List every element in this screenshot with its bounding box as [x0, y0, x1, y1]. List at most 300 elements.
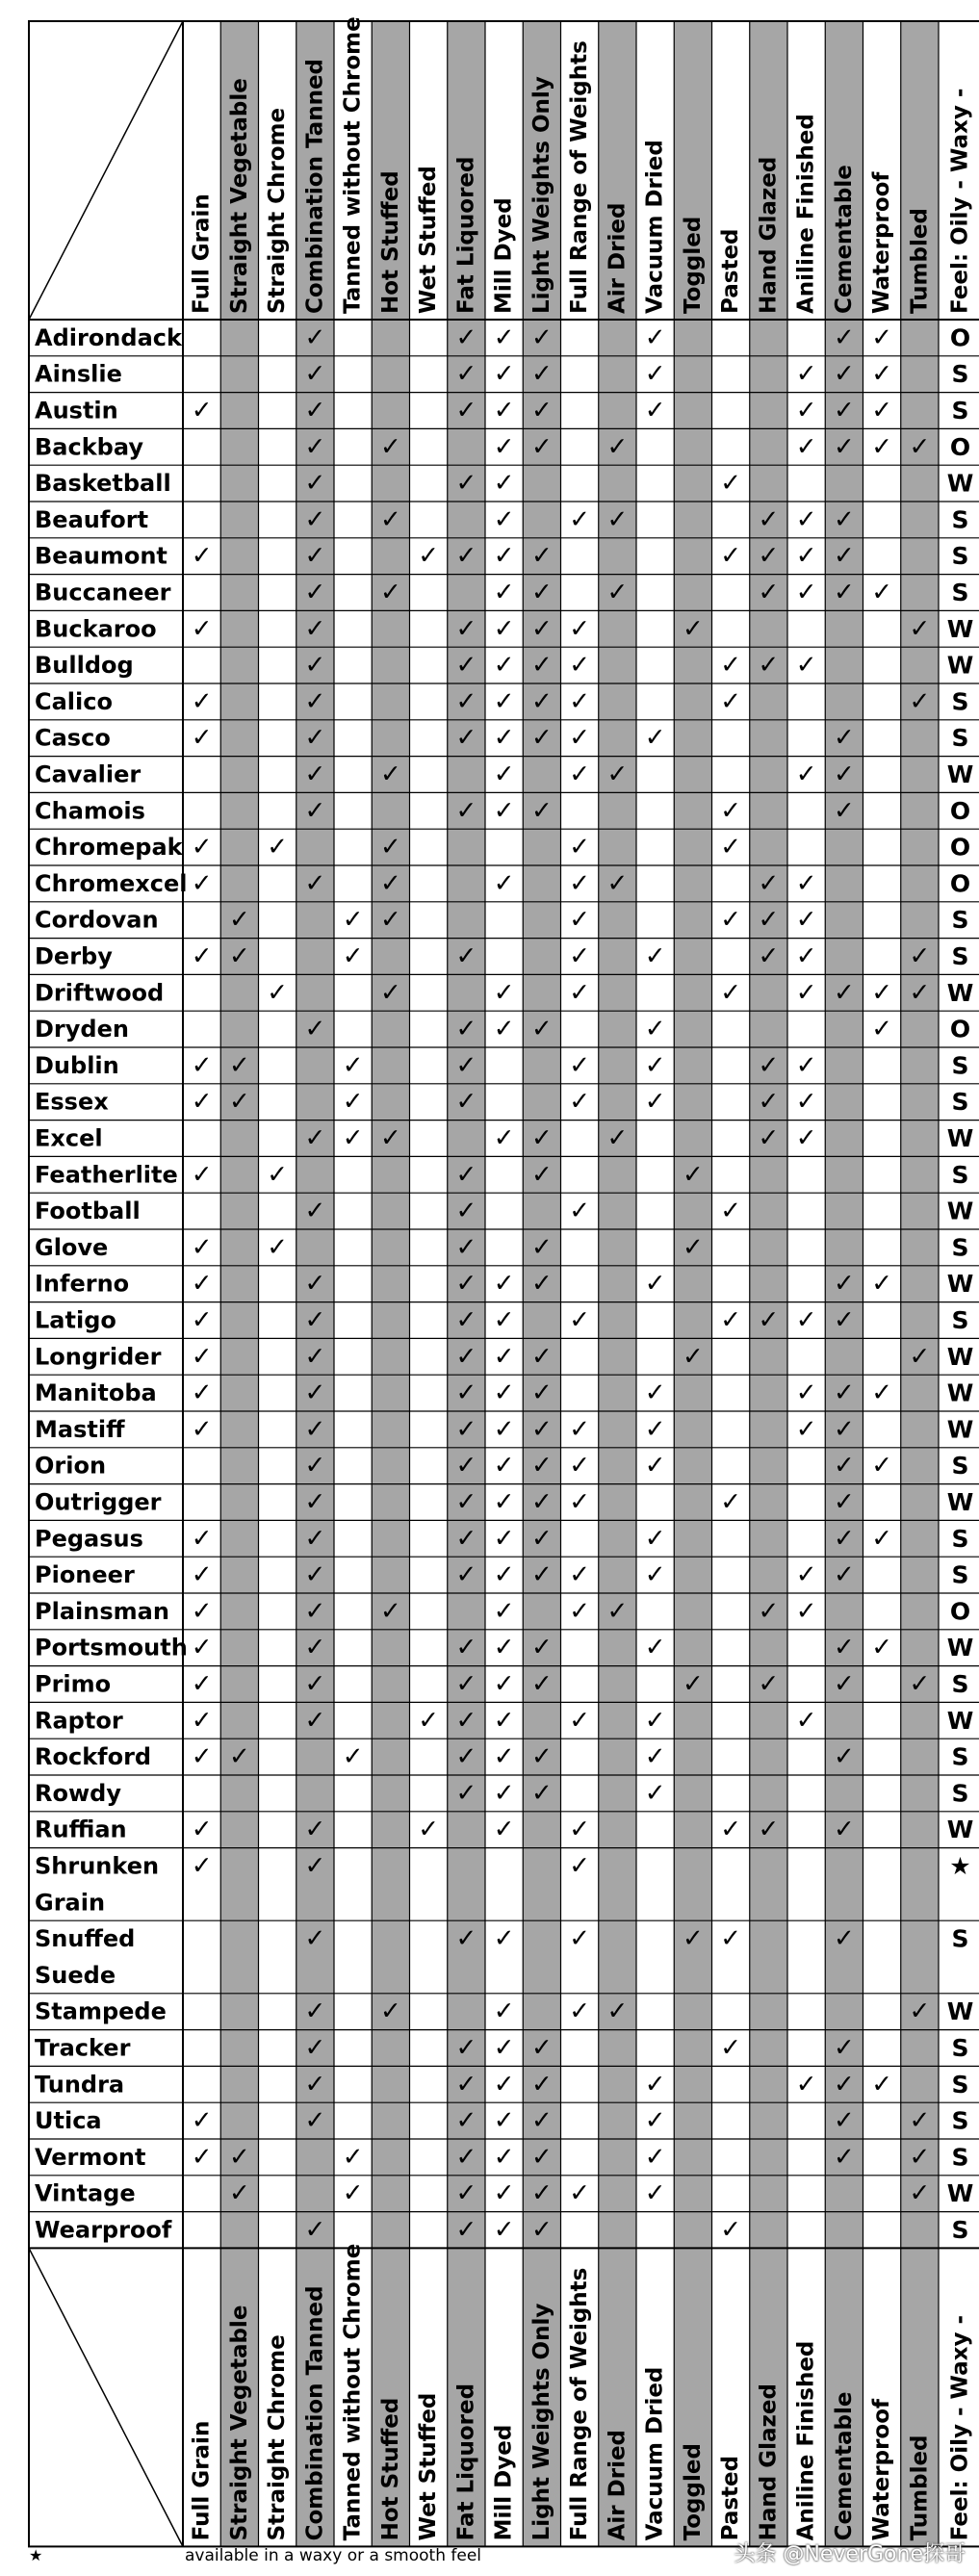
check-mark: ✓	[191, 723, 213, 753]
row-name: Manitoba	[35, 1379, 157, 1407]
check-mark: ✓	[795, 2070, 817, 2099]
check-mark: ✓	[304, 1197, 326, 1226]
check-mark: ✓	[493, 2070, 515, 2099]
check-mark: ✓	[871, 1451, 893, 1481]
check-mark: ✓	[530, 1342, 553, 1372]
check-mark: ✓	[493, 723, 515, 753]
check-mark: ✓	[493, 1996, 515, 2026]
check-mark: ✓	[682, 1342, 704, 1372]
check-mark: ✓	[569, 941, 591, 971]
check-mark: ✓	[871, 1015, 893, 1044]
check-mark: ✓	[758, 1815, 780, 1844]
table-row	[35, 1270, 973, 1299]
check-mark: ✓	[530, 1560, 553, 1590]
row-name: Grain	[35, 1889, 106, 1917]
check-mark: ✓	[682, 614, 704, 644]
check-mark: ✓	[833, 1524, 855, 1554]
check-mark: ✓	[304, 868, 326, 898]
check-mark: ✓	[530, 322, 553, 352]
check-mark: ✓	[455, 1015, 477, 1044]
check-mark: ✓	[228, 2178, 250, 2208]
check-mark: ✓	[228, 1050, 250, 1080]
check-mark: ✓	[530, 1414, 553, 1444]
check-mark: ✓	[455, 469, 477, 499]
check-mark: ✓	[379, 833, 401, 863]
check-mark: ✓	[379, 504, 401, 534]
check-mark: ✓	[871, 432, 893, 462]
check-mark: ✓	[569, 1596, 591, 1626]
check-mark: ✓	[455, 1087, 477, 1117]
check-mark: ✓	[795, 359, 817, 389]
check-mark: ✓	[304, 504, 326, 534]
check-mark: ✓	[530, 1123, 553, 1153]
check-mark: ✓	[909, 686, 931, 716]
check-mark: ✓	[682, 1669, 704, 1699]
check-mark: ✓	[909, 941, 931, 971]
check-mark: ✓	[379, 978, 401, 1008]
row-name: Beaufort	[35, 505, 149, 533]
check-mark: ✓	[644, 941, 666, 971]
check-mark: ✓	[530, 651, 553, 681]
row-name: Buccaneer	[35, 579, 171, 606]
feel-value: S	[951, 2216, 969, 2244]
check-mark: ✓	[644, 1269, 666, 1299]
check-mark: ✓	[909, 1996, 931, 2026]
check-mark: ✓	[493, 1123, 515, 1153]
row-name: Dryden	[35, 1016, 129, 1043]
check-mark: ✓	[304, 796, 326, 826]
check-mark: ✓	[191, 1160, 213, 1190]
feel-value: W	[946, 1415, 974, 1444]
feel-value: W	[946, 1816, 974, 1844]
check-mark: ✓	[720, 1924, 742, 1954]
check-mark: ✓	[795, 978, 817, 1008]
check-mark: ✓	[304, 432, 326, 462]
check-mark: ✓	[530, 1015, 553, 1044]
check-mark: ✓	[191, 1414, 213, 1444]
check-mark: ✓	[493, 1778, 515, 1808]
check-mark: ✓	[569, 760, 591, 789]
check-mark: ✓	[758, 1596, 780, 1626]
check-mark: ✓	[455, 941, 477, 971]
row-name: Orion	[35, 1452, 107, 1480]
feel-value: S	[951, 1452, 969, 1481]
row-name: Football	[35, 1198, 141, 1225]
check-mark: ✓	[342, 1123, 364, 1153]
check-mark: ✓	[720, 978, 742, 1008]
column-header-top: Fat Liquored	[453, 156, 479, 314]
row-name: Wearproof	[35, 2216, 172, 2244]
check-mark: ✓	[569, 1924, 591, 1954]
check-mark: ✓	[455, 614, 477, 644]
check-mark: ✓	[191, 1524, 213, 1554]
row-name: Rowdy	[35, 1779, 121, 1807]
check-mark: ✓	[455, 723, 477, 753]
check-mark: ✓	[909, 2106, 931, 2136]
check-mark: ✓	[379, 1123, 401, 1153]
check-mark: ✓	[569, 868, 591, 898]
check-mark: ✓	[569, 1451, 591, 1481]
feel-value: S	[951, 2106, 969, 2135]
column-header-top: Tanned without Chrome	[340, 16, 366, 314]
watermark: 头条 @NeverGone探哥	[734, 2542, 966, 2566]
check-mark: ✓	[455, 2215, 477, 2245]
check-mark: ✓	[833, 322, 855, 352]
check-mark: ✓	[758, 868, 780, 898]
check-mark: ✓	[304, 1414, 326, 1444]
check-mark: ✓	[228, 1087, 250, 1117]
check-mark: ✓	[493, 796, 515, 826]
check-mark: ✓	[379, 905, 401, 935]
table-row	[35, 760, 973, 789]
check-mark: ✓	[304, 322, 326, 352]
column-header-bottom: Full Grain	[189, 2420, 215, 2541]
check-mark: ✓	[644, 1778, 666, 1808]
check-mark: ✓	[191, 2142, 213, 2172]
check-mark: ✓	[228, 941, 250, 971]
check-mark: ✓	[228, 905, 250, 935]
check-mark: ✓	[720, 1815, 742, 1844]
check-mark: ✓	[720, 686, 742, 716]
column-header-top: Cementable	[831, 165, 857, 314]
feel-value: W	[946, 614, 974, 643]
check-mark: ✓	[530, 1487, 553, 1517]
check-mark: ✓	[455, 322, 477, 352]
feel-value: W	[946, 1197, 974, 1225]
check-mark: ✓	[191, 1305, 213, 1335]
check-mark: ✓	[795, 1414, 817, 1444]
check-mark: ✓	[530, 2070, 553, 2099]
check-mark: ✓	[455, 796, 477, 826]
check-mark: ✓	[569, 1050, 591, 1080]
feel-value: S	[951, 1051, 969, 1080]
check-mark: ✓	[795, 541, 817, 571]
check-mark: ✓	[871, 396, 893, 425]
feel-value: S	[951, 542, 969, 571]
check-mark: ✓	[304, 578, 326, 607]
check-mark: ✓	[758, 578, 780, 607]
check-mark: ✓	[379, 760, 401, 789]
check-mark: ✓	[795, 1123, 817, 1153]
check-mark: ✓	[304, 1815, 326, 1844]
corner-diagonal-top	[29, 21, 183, 320]
check-mark: ✓	[606, 432, 629, 462]
check-mark: ✓	[493, 1015, 515, 1044]
check-mark: ✓	[493, 1706, 515, 1736]
check-mark: ✓	[455, 2106, 477, 2136]
check-mark: ✓	[530, 2033, 553, 2063]
check-mark: ✓	[795, 760, 817, 789]
feel-value: S	[951, 906, 969, 935]
row-name: Backbay	[35, 433, 143, 461]
check-mark: ✓	[455, 2142, 477, 2172]
feel-value: W	[946, 1634, 974, 1662]
check-mark: ✓	[493, 359, 515, 389]
check-mark: ✓	[530, 614, 553, 644]
check-mark: ✓	[644, 1087, 666, 1117]
check-mark: ✓	[569, 723, 591, 753]
check-mark: ✓	[530, 396, 553, 425]
check-mark: ✓	[569, 1560, 591, 1590]
check-mark: ✓	[493, 396, 515, 425]
check-mark: ✓	[606, 578, 629, 607]
check-mark: ✓	[530, 2178, 553, 2208]
check-mark: ✓	[455, 1924, 477, 1954]
check-mark: ✓	[758, 651, 780, 681]
check-mark: ✓	[758, 1669, 780, 1699]
check-mark: ✓	[758, 541, 780, 571]
feel-value: W	[946, 469, 974, 498]
check-mark: ✓	[493, 578, 515, 607]
check-mark: ✓	[644, 2178, 666, 2208]
check-mark: ✓	[304, 541, 326, 571]
feel-value: W	[946, 1378, 974, 1407]
check-mark: ✓	[530, 1232, 553, 1262]
check-mark: ✓	[191, 1633, 213, 1662]
feel-value: S	[951, 1779, 969, 1808]
check-mark: ✓	[342, 1087, 364, 1117]
check-mark: ✓	[530, 578, 553, 607]
check-mark: ✓	[304, 686, 326, 716]
check-mark: ✓	[833, 1305, 855, 1335]
column-header-top: Full Grain	[189, 193, 215, 314]
check-mark: ✓	[493, 1596, 515, 1626]
check-mark: ✓	[795, 396, 817, 425]
check-mark: ✓	[833, 396, 855, 425]
check-mark: ✓	[871, 978, 893, 1008]
check-mark: ✓	[455, 1560, 477, 1590]
row-name: Excel	[35, 1124, 103, 1152]
check-mark: ✓	[493, 2142, 515, 2172]
check-mark: ✓	[795, 1050, 817, 1080]
row-name: Vermont	[35, 2143, 146, 2171]
check-mark: ✓	[795, 1087, 817, 1117]
row-name: Snuffed	[35, 1925, 136, 1953]
check-mark: ✓	[833, 1487, 855, 1517]
table-row	[35, 978, 973, 1007]
check-mark: ✓	[720, 833, 742, 863]
column-header-bottom: Aniline Finished	[793, 2340, 819, 2541]
table-row	[35, 1816, 973, 1844]
check-mark: ✓	[720, 905, 742, 935]
check-mark: ✓	[644, 2106, 666, 2136]
check-mark: ✓	[569, 614, 591, 644]
check-mark: ✓	[379, 868, 401, 898]
check-mark: ✓	[304, 1851, 326, 1881]
shaded-column	[750, 21, 787, 2546]
check-mark: ✓	[304, 614, 326, 644]
check-mark: ✓	[493, 541, 515, 571]
check-mark: ✓	[530, 1524, 553, 1554]
check-mark: ✓	[795, 1706, 817, 1736]
check-mark: ✓	[304, 1015, 326, 1044]
column-header-bottom: Cementable	[831, 2391, 857, 2541]
check-mark: ✓	[833, 796, 855, 826]
shaded-column	[599, 21, 636, 2546]
check-mark: ✓	[493, 1669, 515, 1699]
row-name: Utica	[35, 2107, 102, 2135]
check-mark: ✓	[530, 359, 553, 389]
check-mark: ✓	[418, 1706, 440, 1736]
feel-value: W	[946, 1342, 974, 1371]
feel-value: W	[946, 760, 974, 788]
check-mark: ✓	[644, 1560, 666, 1590]
check-mark: ✓	[455, 1305, 477, 1335]
check-mark: ✓	[644, 1414, 666, 1444]
check-mark: ✓	[871, 578, 893, 607]
check-mark: ✓	[569, 905, 591, 935]
column-header-bottom: Toggled	[680, 2443, 706, 2541]
check-mark: ✓	[304, 396, 326, 425]
check-mark: ✓	[795, 905, 817, 935]
check-mark: ✓	[455, 1414, 477, 1444]
row-name: Adirondack	[35, 323, 182, 351]
feel-value: S	[951, 397, 969, 425]
table-row	[35, 1488, 973, 1517]
feel-value: S	[951, 1233, 969, 1262]
check-mark: ✓	[267, 1232, 289, 1262]
column-header-top: Hand Glazed	[756, 156, 782, 314]
check-mark: ✓	[644, 1742, 666, 1772]
check-mark: ✓	[909, 432, 931, 462]
check-mark: ✓	[530, 2106, 553, 2136]
check-mark: ✓	[455, 1378, 477, 1408]
check-mark: ✓	[493, 2215, 515, 2245]
feel-header-top: Feel: Oily - Waxy -	[947, 88, 973, 314]
feel-value: W	[946, 1124, 974, 1152]
feel-value: S	[951, 2143, 969, 2172]
check-mark: ✓	[191, 686, 213, 716]
feel-value: S	[951, 1742, 969, 1771]
check-mark: ✓	[304, 1706, 326, 1736]
feel-value: S	[951, 724, 969, 753]
column-header-bottom: Straight Chrome	[265, 2334, 291, 2541]
check-mark: ✓	[493, 504, 515, 534]
check-mark: ✓	[909, 978, 931, 1008]
check-mark: ✓	[758, 1050, 780, 1080]
check-mark: ✓	[606, 1996, 629, 2026]
feel-value: S	[951, 1560, 969, 1589]
check-mark: ✓	[304, 1269, 326, 1299]
check-mark: ✓	[455, 1342, 477, 1372]
check-mark: ✓	[455, 1524, 477, 1554]
check-mark: ✓	[493, 760, 515, 789]
check-mark: ✓	[530, 1633, 553, 1662]
row-name: Primo	[35, 1670, 112, 1698]
column-header-top: Hot Stuffed	[377, 170, 403, 314]
check-mark: ✓	[418, 541, 440, 571]
check-mark: ✓	[795, 1305, 817, 1335]
check-mark: ✓	[909, 614, 931, 644]
feel-value: W	[946, 651, 974, 680]
row-name: Plainsman	[35, 1597, 169, 1625]
check-mark: ✓	[455, 1451, 477, 1481]
feel-value: O	[949, 323, 971, 352]
column-header-top: Vacuum Dried	[642, 140, 668, 314]
check-mark: ✓	[909, 2178, 931, 2208]
check-mark: ✓	[191, 1342, 213, 1372]
check-mark: ✓	[530, 796, 553, 826]
row-name: Chamois	[35, 797, 145, 825]
check-mark: ✓	[720, 1197, 742, 1226]
check-mark: ✓	[606, 868, 629, 898]
check-mark: ✓	[720, 2215, 742, 2245]
column-header-bottom: Hot Stuffed	[377, 2397, 403, 2541]
check-mark: ✓	[530, 1269, 553, 1299]
check-mark: ✓	[758, 1123, 780, 1153]
check-mark: ✓	[833, 2142, 855, 2172]
table-row	[35, 1378, 973, 1407]
check-mark: ✓	[191, 1706, 213, 1736]
check-mark: ✓	[304, 651, 326, 681]
check-mark: ✓	[342, 2178, 364, 2208]
check-mark: ✓	[493, 1815, 515, 1844]
check-mark: ✓	[530, 1742, 553, 1772]
check-mark: ✓	[909, 2142, 931, 2172]
check-mark: ✓	[682, 1160, 704, 1190]
column-header-bottom: Waterproof	[869, 2398, 895, 2541]
check-mark: ✓	[455, 359, 477, 389]
feel-value: O	[949, 432, 971, 461]
check-mark: ✓	[304, 1378, 326, 1408]
row-name: Calico	[35, 687, 113, 715]
check-mark: ✓	[304, 1633, 326, 1662]
check-mark: ✓	[569, 1706, 591, 1736]
check-mark: ✓	[228, 1742, 250, 1772]
check-mark: ✓	[871, 1633, 893, 1662]
check-mark: ✓	[455, 2070, 477, 2099]
check-mark: ✓	[493, 1414, 515, 1444]
feel-value: S	[951, 2034, 969, 2062]
check-mark: ✓	[530, 2142, 553, 2172]
check-mark: ✓	[530, 1778, 553, 1808]
feel-value: W	[946, 1488, 974, 1516]
row-name: Buckaroo	[35, 615, 157, 643]
feel-value: S	[951, 942, 969, 970]
check-mark: ✓	[493, 1305, 515, 1335]
check-mark: ✓	[833, 1924, 855, 1954]
row-name: Mastiff	[35, 1415, 125, 1443]
check-mark: ✓	[795, 651, 817, 681]
check-mark: ✓	[493, 1633, 515, 1662]
table-row	[35, 1634, 973, 1662]
row-name: Raptor	[35, 1707, 123, 1735]
row-name: Ainslie	[35, 360, 122, 388]
star-icon: ★	[949, 1852, 971, 1880]
check-mark: ✓	[833, 1560, 855, 1590]
check-mark: ✓	[304, 1305, 326, 1335]
shaded-column	[372, 21, 409, 2546]
check-mark: ✓	[304, 1342, 326, 1372]
check-mark: ✓	[720, 796, 742, 826]
check-mark: ✓	[379, 1996, 401, 2026]
check-mark: ✓	[304, 1596, 326, 1626]
check-mark: ✓	[493, 1378, 515, 1408]
check-mark: ✓	[720, 651, 742, 681]
check-mark: ✓	[379, 432, 401, 462]
row-name: Featherlite	[35, 1161, 178, 1189]
check-mark: ✓	[644, 396, 666, 425]
column-header-bottom: Combination Tanned	[302, 2285, 328, 2541]
check-mark: ✓	[493, 469, 515, 499]
check-mark: ✓	[530, 432, 553, 462]
column-header-bottom: Full Range of Weights	[567, 2267, 593, 2541]
check-mark: ✓	[493, 1524, 515, 1554]
check-mark: ✓	[493, 686, 515, 716]
check-mark: ✓	[795, 1560, 817, 1590]
column-header-bottom: Vacuum Dried	[642, 2366, 668, 2541]
check-mark: ✓	[720, 2033, 742, 2063]
